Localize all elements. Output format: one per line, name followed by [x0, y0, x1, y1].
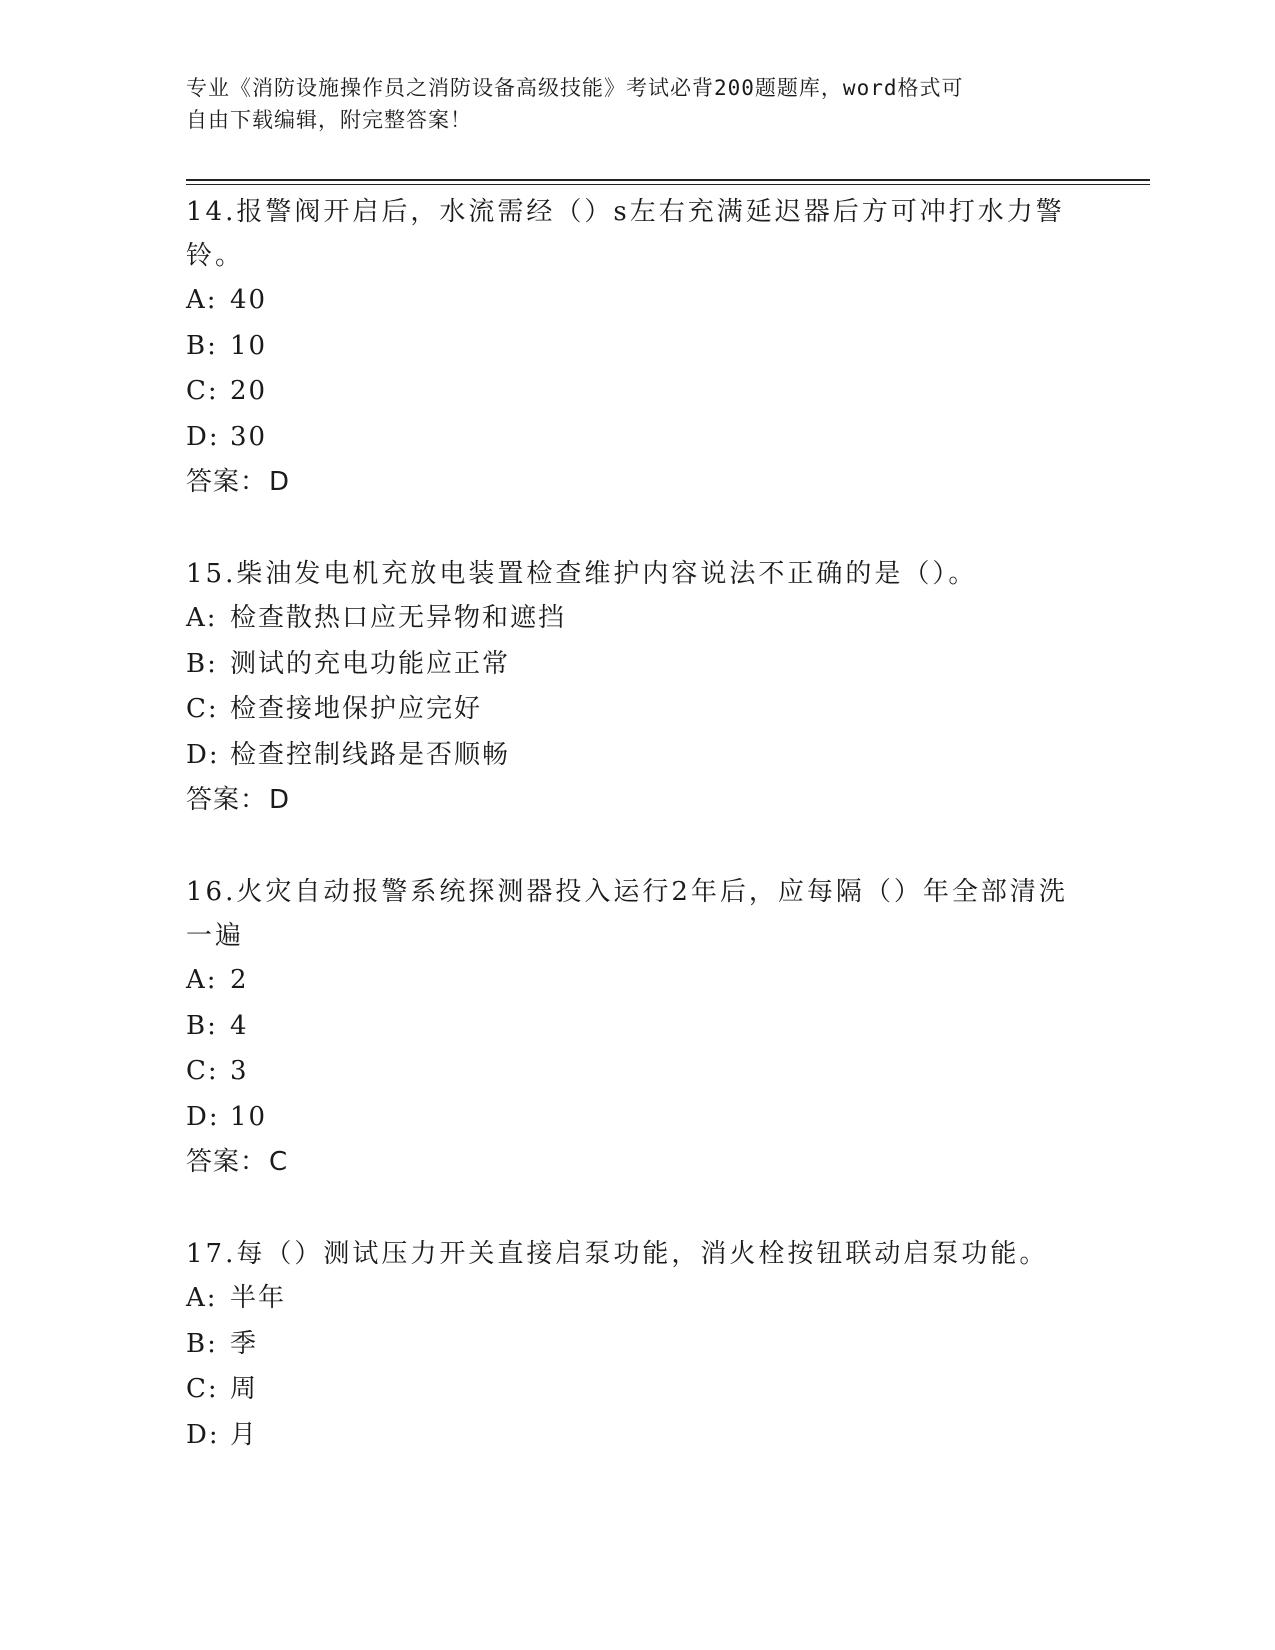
option-label: C:: [186, 376, 219, 406]
answer-value: D: [269, 467, 291, 497]
question-16: [186, 870, 1086, 1184]
option-label: D:: [186, 739, 220, 770]
option-d: [186, 733, 1086, 779]
question-stem: [186, 552, 1086, 596]
option-d: [186, 415, 1086, 461]
option-label: A:: [186, 603, 218, 633]
option-text: 检查控制线路是否顺畅: [230, 739, 511, 770]
option-text: 季: [230, 1328, 259, 1359]
answer-label: 答案：: [186, 785, 268, 815]
option-c: [186, 1367, 1086, 1413]
option-label: B:: [186, 1010, 218, 1041]
option-text: 月: [230, 1419, 259, 1450]
question-stem-line-2: 一遍: [186, 921, 245, 951]
option-b: [186, 1004, 1086, 1050]
option-label: B:: [186, 330, 218, 361]
option-label: B:: [186, 1328, 218, 1359]
answer-line: [186, 1140, 1086, 1184]
answer-label: 答案：: [186, 1147, 268, 1177]
option-d: [186, 1413, 1086, 1459]
option-text: 10: [230, 1101, 268, 1132]
option-label: D:: [186, 1419, 220, 1450]
option-c: [186, 1049, 1086, 1095]
option-text: 检查接地保护应完好: [230, 694, 483, 724]
header-rule-thin: [186, 184, 1150, 185]
option-d: [186, 1095, 1086, 1141]
question-stem: [186, 190, 1086, 278]
option-a: [186, 596, 1086, 642]
option-a: [186, 278, 1086, 324]
option-text: 测试的充电功能应正常: [230, 648, 511, 679]
question-stem-line-1: 14.报警阀开启后，水流需经（）s左右充满延迟器后方可冲打水力警: [186, 197, 1065, 227]
option-label: A:: [186, 285, 218, 315]
option-b: [186, 324, 1086, 370]
question-stem-line-1: 17.每（）测试压力开关直接启泵功能，消火栓按钮联动启泵功能。: [186, 1239, 1049, 1269]
question-list: [186, 190, 1086, 1506]
option-text: 40: [230, 285, 268, 315]
option-text: 周: [230, 1374, 259, 1404]
header-line-1: 专业《消防设施操作员之消防设备高级技能》考试必背200题题库，word格式可: [186, 76, 964, 100]
option-a: [186, 1276, 1086, 1322]
option-text: 30: [230, 421, 268, 452]
option-text: 检查散热口应无异物和遮挡: [230, 603, 567, 633]
document-header: [186, 72, 1066, 136]
option-label: A:: [186, 965, 218, 995]
option-label: C:: [186, 1374, 219, 1404]
header-line-2: 自由下载编辑，附完整答案！: [186, 108, 472, 132]
option-text: 4: [230, 1010, 249, 1041]
option-text: 10: [230, 330, 268, 361]
option-text: 20: [230, 376, 268, 406]
question-15: [186, 552, 1086, 822]
option-label: C:: [186, 1056, 219, 1086]
option-label: B:: [186, 648, 218, 679]
answer-label: 答案：: [186, 467, 268, 497]
option-text: 半年: [230, 1283, 287, 1313]
option-label: A:: [186, 1283, 218, 1313]
question-stem: [186, 1232, 1086, 1276]
question-stem: [186, 870, 1086, 958]
answer-value: C: [269, 1147, 289, 1177]
option-b: [186, 642, 1086, 688]
option-label: D:: [186, 421, 220, 452]
question-14: [186, 190, 1086, 504]
answer-value: D: [269, 785, 291, 815]
question-stem-line-1: 15.柴油发电机充放电装置检查维护内容说法不正确的是（）。: [186, 559, 978, 589]
question-17: [186, 1232, 1086, 1458]
option-b: [186, 1322, 1086, 1368]
option-text: 2: [230, 965, 249, 995]
header-rule-thick: [186, 179, 1150, 181]
option-a: [186, 958, 1086, 1004]
answer-line: [186, 778, 1086, 822]
answer-line: [186, 460, 1086, 504]
question-stem-line-1: 16.火灾自动报警系统探测器投入运行2年后，应每隔（）年全部清洗: [186, 877, 1068, 907]
option-label: C:: [186, 694, 219, 724]
option-text: 3: [230, 1056, 249, 1086]
option-c: [186, 369, 1086, 415]
option-label: D:: [186, 1101, 220, 1132]
option-c: [186, 687, 1086, 733]
question-stem-line-2: 铃。: [186, 241, 245, 271]
